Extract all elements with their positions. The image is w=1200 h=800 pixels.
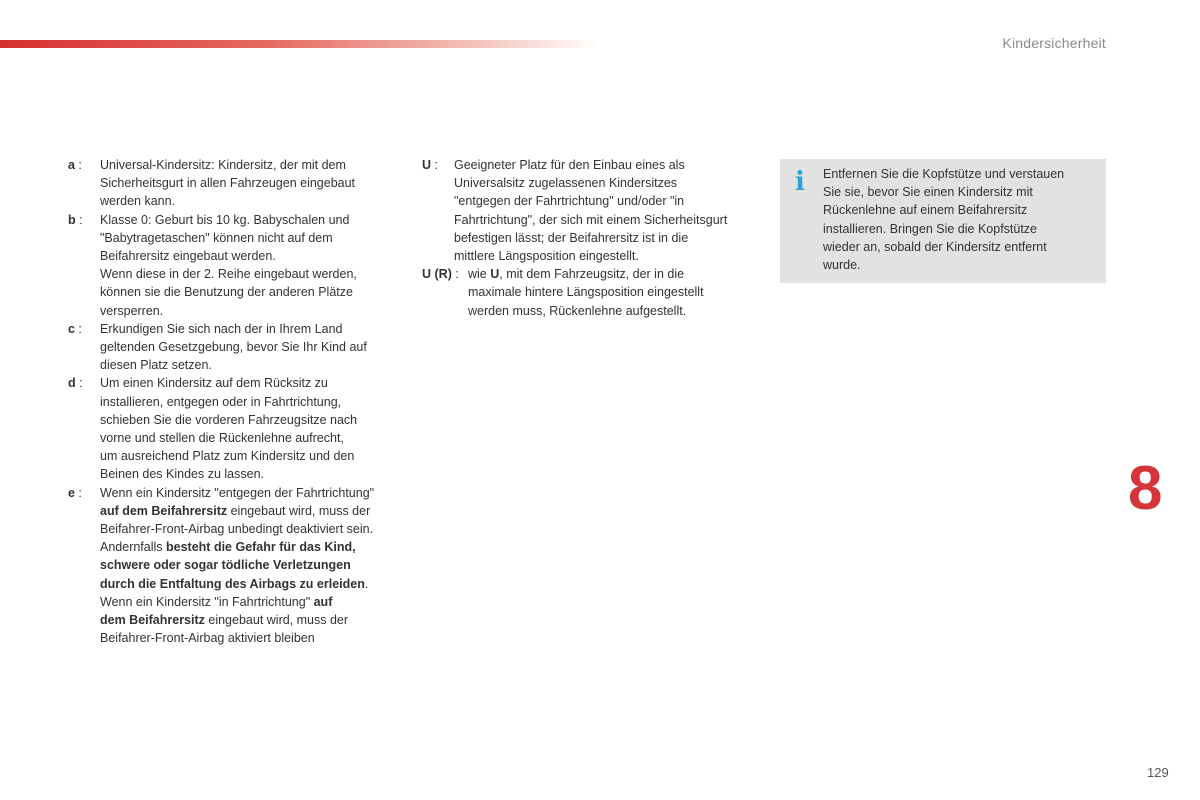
definitions-left-column <box>68 156 413 647</box>
definition-text: Erkundigen Sie sich nach der in Ihrem Land geltenden Gesetzgebung, bevor Sie Ihr Kind auf diesen Platz setzen. <box>100 321 367 373</box>
info-note-box <box>780 159 1106 283</box>
header-accent-bar <box>0 40 600 48</box>
page-number: 129 <box>1147 765 1169 780</box>
definition-b <box>68 211 413 320</box>
definition-a <box>68 156 413 211</box>
definition-e <box>68 484 413 648</box>
definition-key: b : <box>68 212 83 227</box>
definition-key: a : <box>68 158 82 172</box>
definition-text: Universal-Kindersitz: Kindersitz, der mit dem Sicherheitsgurt in allen Fahrzeugen eingebaut werden kann. <box>100 158 356 209</box>
definitions-middle-column <box>422 156 762 320</box>
section-title: Kindersicherheit <box>1002 35 1106 51</box>
definition-key: d : <box>68 376 83 391</box>
info-icon: i <box>795 167 805 197</box>
info-note-text: Entfernen Sie die Kopfstütze und verstauen Sie sie, bevor Sie einen Kindersitz mit Rückenlehne auf einem Beifahrersitz installieren. Bringen Sie die Kopfstütze wieder an, sobald der Kindersitz entfernt wurde. <box>823 167 1065 273</box>
definition-d <box>68 374 413 483</box>
definition-key: U : <box>422 158 438 172</box>
definition-key: U (R) : <box>422 267 459 282</box>
definition-key: c : <box>68 321 82 336</box>
definition-u-r <box>422 265 762 320</box>
definition-text: Um einen Kindersitz auf dem Rücksitz zu installieren, entgegen oder in Fahrtrichtung, schieben Sie die vorderen Fahrzeugsitze nach vorne und stellen die Rückenlehne aufrecht, um ausreichend Platz zum Kindersitz und den Beinen des Kindes zu lassen. <box>100 376 358 482</box>
chapter-number: 8 <box>1128 454 1163 523</box>
definition-text: Geeigneter Platz für den Einbau eines als Universalsitz zugelassenen Kindersitzes "entgegen der Fahrtrichtung" und/oder "in Fahrtrichtung", der sich mit einem Sicherheitsgurt befestigen lässt; der Beifahrersitz ist in die mittlere Längsposition eingestellt. <box>454 158 728 264</box>
definition-text: Klasse 0: Geburt bis 10 kg. Babyschalen und "Babytragetaschen" können nicht auf dem Beifahrersitz eingebaut werden. Wenn diese in der 2. Reihe eingebaut werden, können sie die Benutzung der anderen Plätze versperren. <box>100 212 357 318</box>
definition-text: Wenn ein Kindersitz "entgegen der Fahrtrichtung" auf dem Beifahrersitz eingebaut wird, muss der Beifahrer-Front-Airbag unbedingt deaktiviert sein. Andernfalls besteht die Gefahr für das Kind, schwere oder sogar tödliche Verletzungen durch die Entfaltung des Airbags zu erleiden. Wenn ein Kindersitz "in Fahrtrichtung" auf dem Beifahrersitz eingebaut wird, muss der Beifahrer-Front-Airbag aktiviert bleiben <box>100 485 375 646</box>
definition-key: e : <box>68 485 82 500</box>
definition-c <box>68 320 413 375</box>
definition-text: wie U, mit dem Fahrzeugsitz, der in die maximale hintere Längsposition eingestellt werden muss, Rückenlehne aufgestellt. <box>468 267 704 318</box>
definition-u <box>422 156 762 265</box>
